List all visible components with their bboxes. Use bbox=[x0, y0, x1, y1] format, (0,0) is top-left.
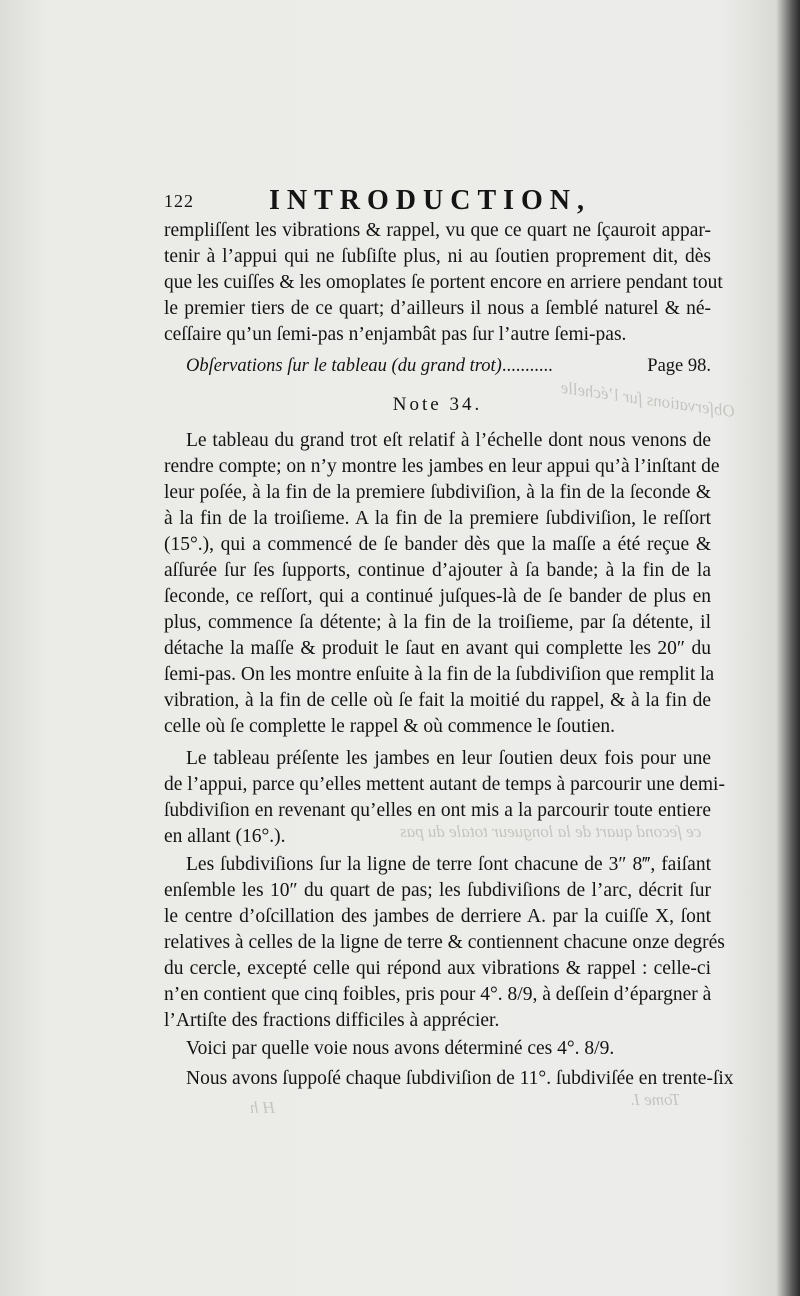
text-line: à la fin de la troiſieme. A la fin de la premiere ſubdiviſion, le reſſort bbox=[164, 508, 711, 529]
note-heading-block bbox=[164, 394, 711, 422]
paragraph-2 bbox=[164, 428, 720, 740]
bleed-through-text: Obſervations ſur l’échelle bbox=[559, 377, 737, 422]
observation-title: Obſervations ſur le tableau (du grand trot) bbox=[186, 356, 502, 376]
text-line: le premier tiers de ce quart; d’ailleurs il nous a ſemblé naturel & né- bbox=[164, 298, 711, 319]
paragraph-3 bbox=[164, 746, 725, 850]
text-line: Le tableau préſente les jambes en leur ſoutien deux fois pour une bbox=[186, 748, 711, 769]
text-line: en allant (16°.). bbox=[164, 826, 286, 847]
bleed-through-text: ce ſecond quart de la longueur totale du pas bbox=[400, 822, 702, 841]
text-line: de l’appui, parce qu’elles mettent autant de temps à parcourir une demi- bbox=[164, 774, 725, 795]
paragraph-4 bbox=[164, 852, 725, 1034]
text-line: que les cuiſſes & les omoplates ſe portent encore en arriere pendant tout bbox=[164, 272, 723, 293]
text-line: Voici par quelle voie nous avons déterminé ces 4°. 8/9. bbox=[186, 1038, 615, 1059]
observation-line bbox=[164, 356, 711, 386]
bleed-through-text: Tome I. bbox=[630, 1090, 681, 1109]
text-line: vibration, à la fin de celle où ſe fait la moitié du rappel, & à la fin de bbox=[164, 690, 711, 711]
page-number: 122 bbox=[164, 191, 194, 211]
text-line: détache la maſſe & produit le ſaut en avant qui complette les 20″ du bbox=[164, 638, 711, 659]
bleed-through-text: H h bbox=[250, 1098, 276, 1117]
text-line: ſemi-pas. On les montre enſuite à la fin de la ſubdiviſion que remplit la bbox=[164, 664, 715, 685]
text-line: ceſſaire qu’un ſemi-pas n’enjambât pas ſur l’autre ſemi-pas. bbox=[164, 324, 627, 345]
text-line: Le tableau du grand trot eſt relatif à l’échelle dont nous venons de bbox=[186, 430, 711, 451]
paragraph-5 bbox=[164, 1036, 711, 1062]
observation-entry bbox=[186, 356, 711, 377]
text-line: Les ſubdiviſions ſur la ligne de terre ſont chacune de 3″ 8‴, faiſant bbox=[186, 854, 711, 875]
dot-leader: ........... bbox=[501, 356, 553, 376]
text-line: relatives à celles de la ligne de terre & contiennent chacune onze degrés bbox=[164, 932, 725, 953]
text-line: tenir à l’appui qui ne ſubſiſte plus, ni au ſoutien proprement dit, dès bbox=[164, 246, 711, 267]
paragraph-1 bbox=[164, 218, 723, 348]
text-line: du cercle, excepté celle qui répond aux vibrations & rappel : celle-ci bbox=[164, 958, 711, 979]
text-line: ſubdiviſion en revenant qu’elles en ont mis a la parcourir toute entiere bbox=[164, 800, 711, 821]
text-line: l’Artiſte des fractions difficiles à apprécier. bbox=[164, 1010, 500, 1031]
text-line: plus, commence ſa détente; à la fin de la troiſieme, par ſa détente, il bbox=[164, 612, 711, 633]
text-line: rendre compte; on n’y montre les jambes en leur appui qu’à l’inſtant de bbox=[164, 456, 720, 477]
text-line: Nous avons ſuppoſé chaque ſubdiviſion de 11°. ſubdiviſée en trente-ſix bbox=[186, 1068, 734, 1089]
paragraph-6 bbox=[164, 1066, 734, 1092]
text-line: (15°.), qui a commencé de ſe bander dès que la maſſe a été reçue & bbox=[164, 534, 711, 555]
page-reference: Page 98. bbox=[647, 356, 711, 376]
text-line: enſemble les 10″ du quart de pas; les ſubdiviſions de l’arc, décrit ſur bbox=[164, 880, 711, 901]
text-line: celle où ſe complette le rappel & où commence le ſoutien. bbox=[164, 716, 616, 737]
text-line: le centre d’oſcillation des jambes de derriere A. par la cuiſſe X, ſont bbox=[164, 906, 711, 927]
page-header bbox=[164, 185, 711, 219]
text-line: ſeconde, ce reſſort, qui a continué juſques-là de ſe bander de plus en bbox=[164, 586, 711, 607]
text-line: rempliſſent les vibrations & rappel, vu que ce quart ne ſçauroit appar- bbox=[164, 220, 711, 241]
text-line: n’en contient que cinq foibles, pris pour 4°. 8/9, à deſſein d’épargner à bbox=[164, 984, 712, 1005]
running-title: INTRODUCTION, bbox=[269, 185, 592, 216]
text-line: leur poſée, à la fin de la premiere ſubdiviſion, à la fin de la ſeconde & bbox=[164, 482, 711, 503]
text-line: aſſurée ſur ſes ſupports, continue d’ajouter à ſa bande; à la fin de la bbox=[164, 560, 711, 581]
note-heading: Note 34. bbox=[392, 394, 483, 415]
